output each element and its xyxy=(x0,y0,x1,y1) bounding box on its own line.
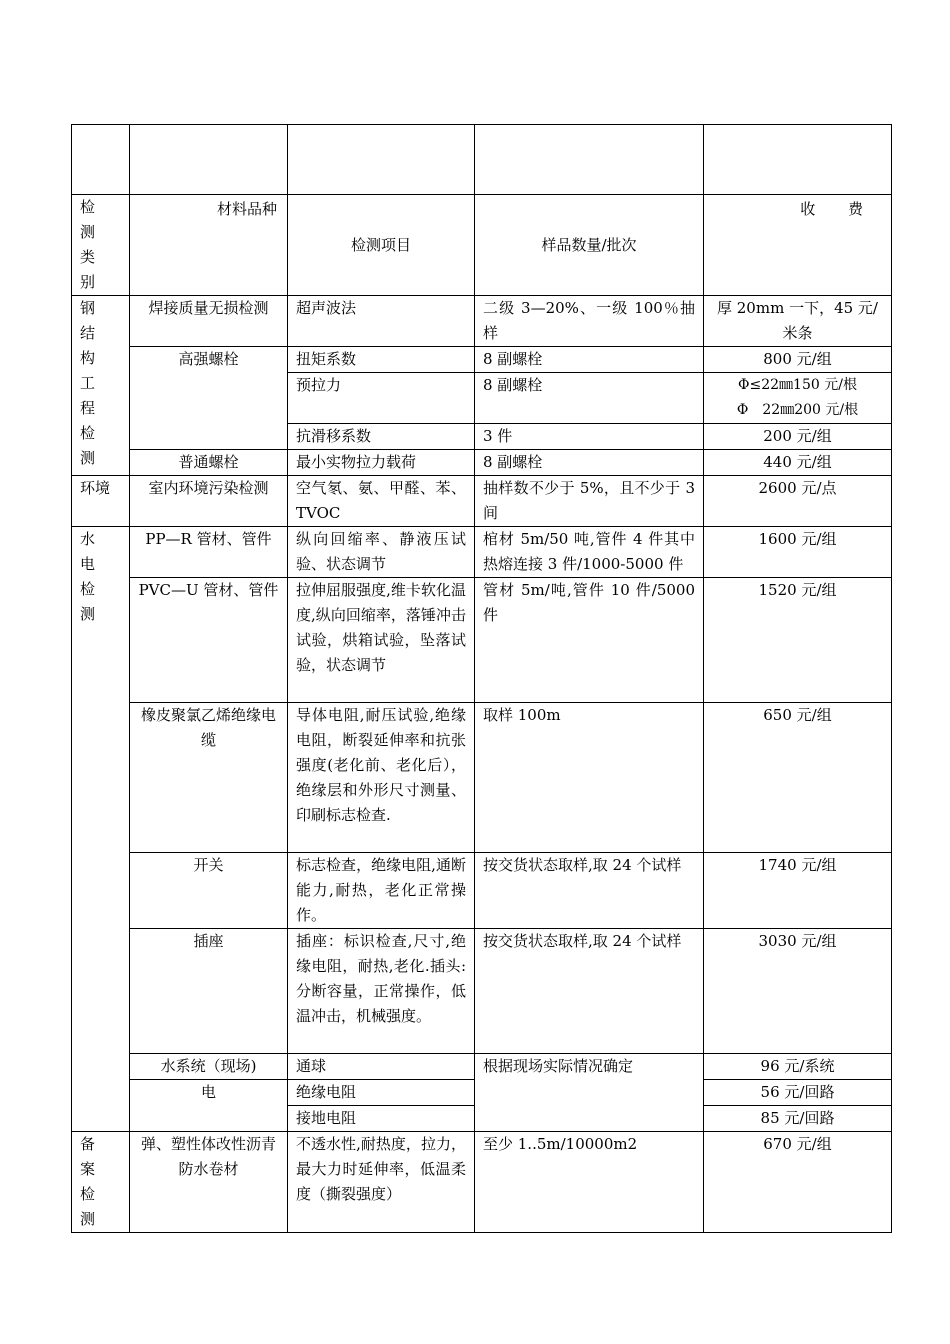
fee-antislip: 200 元/组 xyxy=(704,424,892,450)
fee-cable: 650 元/组 xyxy=(704,703,892,853)
table-row xyxy=(72,527,892,578)
table-row xyxy=(72,1132,892,1233)
header-quantity: 样品数量/批次 xyxy=(475,195,704,296)
material-electric: 电 xyxy=(130,1080,288,1132)
quantity-socket: 按交货状态取样,取 24 个试样 xyxy=(475,929,704,1054)
category-env: 环境 xyxy=(72,476,130,527)
category-record: 备案检测 xyxy=(72,1132,130,1233)
item-system: 通球 xyxy=(288,1054,475,1080)
item-cable: 导体电阻,耐压试验,绝缘电阻，断裂延伸率和抗张强度(老化前、老化后），绝缘层和外形尺寸测量、印刷标志检查. xyxy=(288,703,475,853)
table-row xyxy=(72,703,892,853)
item-ppr: 纵向回缩率、静液压试验、状态调节 xyxy=(288,527,475,578)
quantity-system: 根据现场实际情况确定 xyxy=(475,1054,704,1132)
header-fee: 收 费 xyxy=(704,195,892,296)
material-weld: 焊接质量无损检测 xyxy=(130,296,288,347)
category-steel: 钢结构工程检测 xyxy=(72,296,130,476)
fee-grounding: 85 元/回路 xyxy=(704,1106,892,1132)
material-cable: 橡皮聚氯乙烯绝缘电缆 xyxy=(130,703,288,853)
blank-cell xyxy=(72,125,130,195)
table-row xyxy=(72,347,892,373)
material-pvc: PVC—U 管材、管件 xyxy=(130,578,288,703)
quantity-torque: 8 副螺栓 xyxy=(475,347,704,373)
fee-env: 2600 元/点 xyxy=(704,476,892,527)
fee-insulation: 56 元/回路 xyxy=(704,1080,892,1106)
header-item: 检测项目 xyxy=(288,195,475,296)
item-pretension: 预拉力 xyxy=(288,373,475,424)
blank-cell xyxy=(130,125,288,195)
fee-torque: 800 元/组 xyxy=(704,347,892,373)
header-row xyxy=(72,195,892,296)
material-hsbolt: 高强螺栓 xyxy=(130,347,288,450)
quantity-pvc: 管材 5m/吨,管件 10 件/5000 件 xyxy=(475,578,704,703)
quantity-bolt: 8 副螺栓 xyxy=(475,450,704,476)
fee-pvc: 1520 元/组 xyxy=(704,578,892,703)
item-record: 不透水性,耐热度，拉力，最大力时延伸率，低温柔度（撕裂强度） xyxy=(288,1132,475,1233)
header-material: 材料品种 xyxy=(130,195,288,296)
item-grounding: 接地电阻 xyxy=(288,1106,475,1132)
fee-pretension xyxy=(704,373,892,424)
fee-pretension-line2: Φ 22㎜200 元/根 xyxy=(736,402,859,418)
table-row xyxy=(72,578,892,703)
item-antislip: 抗滑移系数 xyxy=(288,424,475,450)
fee-bolt: 440 元/组 xyxy=(704,450,892,476)
fee-ppr: 1600 元/组 xyxy=(704,527,892,578)
quantity-record: 至少 1..5m/10000m2 xyxy=(475,1132,704,1233)
blank-cell xyxy=(475,125,704,195)
material-bolt: 普通螺栓 xyxy=(130,450,288,476)
category-water: 水电检测 xyxy=(72,527,130,1132)
fee-weld: 厚 20mm 一下，45 元/米条 xyxy=(704,296,892,347)
blank-cell xyxy=(288,125,475,195)
table-row xyxy=(72,476,892,527)
fee-table xyxy=(71,124,892,1233)
quantity-pretension: 8 副螺栓 xyxy=(475,373,704,424)
header-category: 检测类别 xyxy=(72,195,130,296)
blank-cell xyxy=(704,125,892,195)
table-row xyxy=(72,450,892,476)
table-row xyxy=(72,296,892,347)
item-socket: 插座：标识检查,尺寸,绝缘电阻，耐热,老化.插头:分断容量，正常操作，低温冲击，机械强度。 xyxy=(288,929,475,1054)
item-env: 空气氡、氨、甲醛、苯、TVOC xyxy=(288,476,475,527)
material-env: 室内环境污染检测 xyxy=(130,476,288,527)
quantity-ppr: 棺材 5m/50 吨,管件 4 件其中热熔连接 3 件/1000-5000 件 xyxy=(475,527,704,578)
material-ppr: PP—R 管材、管件 xyxy=(130,527,288,578)
fee-pretension-line1: Φ≤22㎜150 元/根 xyxy=(738,377,857,393)
material-socket: 插座 xyxy=(130,929,288,1054)
item-torque: 扭矩系数 xyxy=(288,347,475,373)
quantity-switch: 按交货状态取样,取 24 个试样 xyxy=(475,853,704,929)
item-pvc: 拉伸屈服强度,维卡软化温度,纵向回缩率，落锤冲击试验，烘箱试验，坠落试验，状态调节 xyxy=(288,578,475,703)
item-weld: 超声波法 xyxy=(288,296,475,347)
fee-record: 670 元/组 xyxy=(704,1132,892,1233)
fee-switch: 1740 元/组 xyxy=(704,853,892,929)
quantity-env: 抽样数不少于 5%，且不少于 3 间 xyxy=(475,476,704,527)
item-switch: 标志检查，绝缘电阻,通断能力,耐热，老化正常操作。 xyxy=(288,853,475,929)
material-switch: 开关 xyxy=(130,853,288,929)
material-record: 弹、塑性体改性沥青防水卷材 xyxy=(130,1132,288,1233)
quantity-weld: 二级 3—20%、一级 100％抽样 xyxy=(475,296,704,347)
material-system: 水系统（现场) xyxy=(130,1054,288,1080)
item-bolt: 最小实物拉力载荷 xyxy=(288,450,475,476)
table-row xyxy=(72,853,892,929)
table-row xyxy=(72,929,892,1054)
quantity-cable: 取样 100m xyxy=(475,703,704,853)
fee-system: 96 元/系统 xyxy=(704,1054,892,1080)
blank-row xyxy=(72,125,892,195)
item-insulation: 绝缘电阻 xyxy=(288,1080,475,1106)
table-row xyxy=(72,1054,892,1080)
fee-socket: 3030 元/组 xyxy=(704,929,892,1054)
quantity-antislip: 3 件 xyxy=(475,424,704,450)
